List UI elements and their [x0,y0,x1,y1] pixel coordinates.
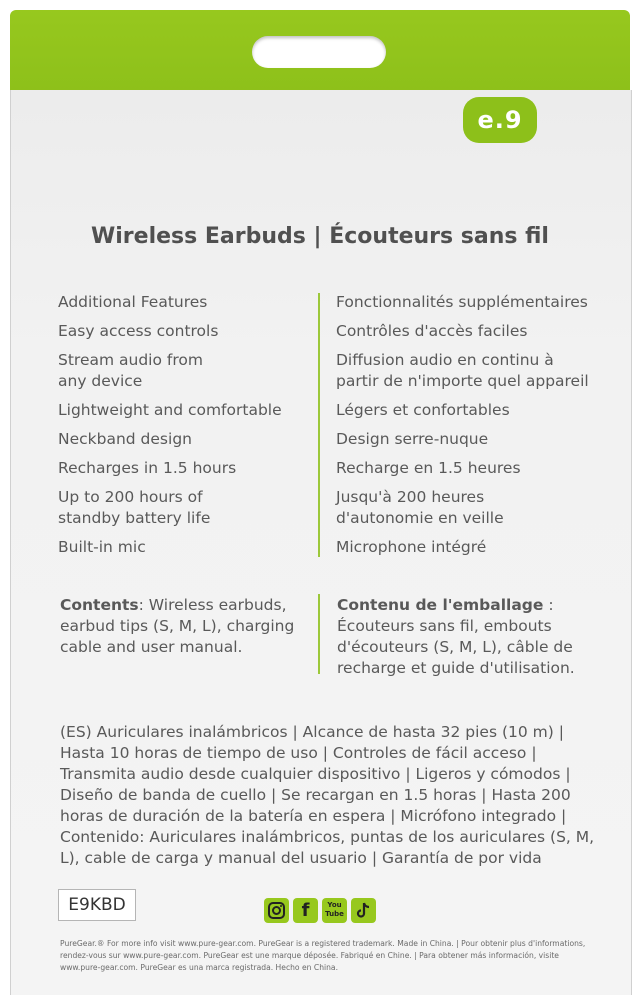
facebook-icon: f [293,898,318,923]
features-en [58,292,308,566]
youtube-label: You Tube [325,901,344,918]
feature-fr-item: Légers et confortables [336,401,510,419]
feature-fr-item: Recharge en 1.5 heures [336,459,521,477]
feature-en-item: Neckband design [58,430,192,448]
feature-en-item: Recharges in 1.5 hours [58,459,237,477]
column-divider [318,293,320,557]
feature-fr-item: Jusqu'à 200 heures d'autonomie en veille [336,488,504,527]
contents-fr-label: Contenu de l'emballage [337,596,544,614]
model-badge: e.9 [463,97,537,143]
youtube-icon [322,898,347,923]
feature-fr-item: Diffusion audio en continu à partir de n'importe quel appareil [336,351,589,390]
column-divider [318,594,320,674]
contents-fr-text: : Écouteurs sans fil, embouts d'écouteurs (S, M, L), câble de recharge et guide d'utilisation. [337,596,575,677]
contents-en [60,595,300,658]
feature-en-item: Up to 200 hours of standby battery life [58,488,211,527]
feature-fr-item: Contrôles d'accès faciles [336,322,528,340]
tiktok-icon [351,898,376,923]
features-en-heading: Additional Features [58,293,208,311]
feature-en-item: Stream audio from any device [58,351,203,390]
product-title: Wireless Earbuds | Écouteurs sans fil [91,224,549,249]
contents-fr [337,595,597,679]
features-fr [336,292,596,566]
features-fr-heading: Fonctionnalités supplémentaires [336,293,588,311]
instagram-icon [264,898,289,923]
spanish-description: (ES) Auriculares inalámbricos | Alcance de hasta 32 pies (10 m) | Hasta 10 horas de tiempo de uso | Controles de fácil acceso | Transmita audio desde cualquier dispositivo | Ligeros y cómodos | Diseño de banda de cuello | Se recargan en 1.5 horas | Hasta 200 horas de duración de la batería en espera | Micrófono integrado | Contenido: Auriculares inalámbricos, puntas de los auriculares (S, M, L), cable de carga y manual del usuario | Garantía de por vida [60,723,595,867]
model-number: E9KBD [58,889,136,921]
hang-hole [252,36,386,68]
contents-en-text: : Wireless earbuds, earbud tips (S, M, L), charging cable and user manual. [60,596,295,656]
social-icons [264,898,376,923]
feature-en-item: Lightweight and comfortable [58,401,282,419]
feature-fr-item: Design serre-nuque [336,430,489,448]
fine-print: PureGear.® For more info visit www.pure-gear.com. PureGear is a registered trademark. Made in China. | Pour obtenir plus d'informations, rendez-vous sur www.pure-gear.com. PureGear est une marque déposée. Fabriqué en Chine. | Para obtener más información, visite www.pure-gear.com. PureGear es una marca registrada. Hecho en China. [60,939,586,972]
feature-en-item: Built-in mic [58,538,146,556]
feature-fr-item: Microphone intégré [336,538,487,556]
feature-en-item: Easy access controls [58,322,219,340]
contents-en-label: Contents [60,596,139,614]
